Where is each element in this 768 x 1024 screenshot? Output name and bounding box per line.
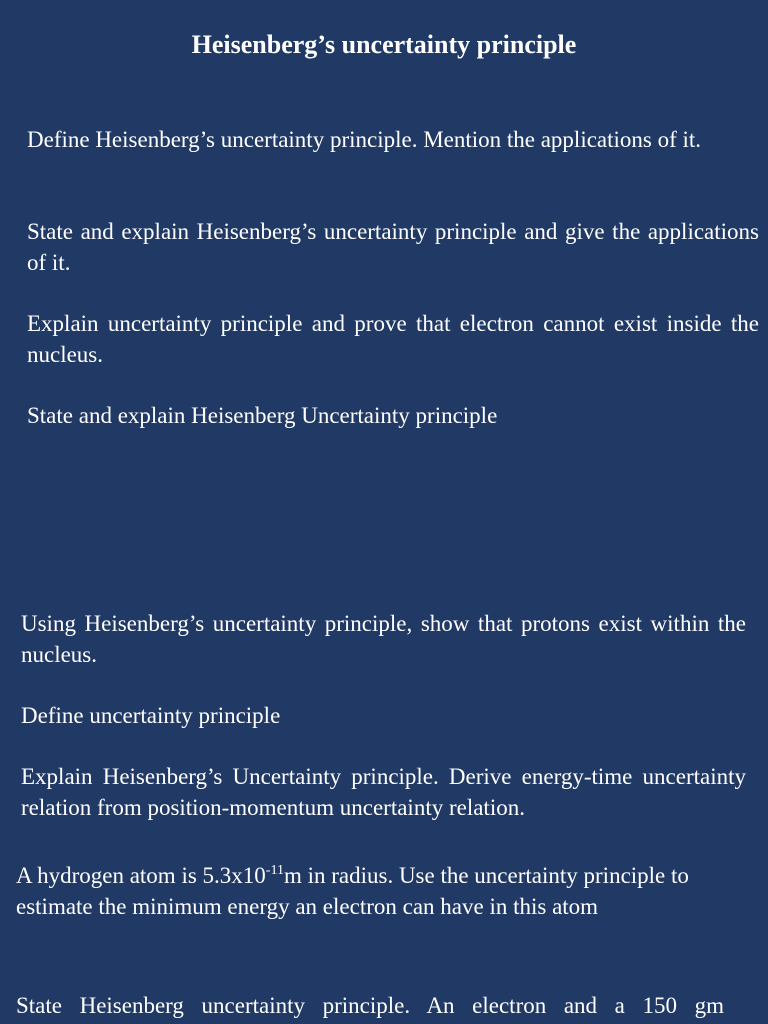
question-7: Explain Heisenberg’s Uncertainty principle. Derive energy-time uncertainty relation from position-momentum uncertainty relation. (21, 764, 746, 820)
question-1: Define Heisenberg’s uncertainty principle. Mention the applications of it. (27, 127, 702, 152)
page-title: Heisenberg’s uncertainty principle (191, 30, 577, 59)
hydrogen-question-text-end: m in radius. Use the uncertainty principle to estimate the minimum energy an electron can have in this atom (16, 863, 689, 919)
hydrogen-question-text-start: A hydrogen atom is 5.3x10 (16, 863, 266, 888)
question-2: State and explain Heisenberg’s uncertainty principle and give the applications of it. (27, 219, 759, 275)
question-3: Explain uncertainty principle and prove that electron cannot exist inside the nucleus. (27, 311, 759, 367)
question-hydrogen-atom (16, 860, 706, 922)
question-6: Define uncertainty principle (21, 703, 281, 728)
question-5: Using Heisenberg’s uncertainty principle, show that protons exist within the nucleus. (21, 611, 746, 667)
question-last: State Heisenberg uncertainty principle. An electron and a 150 gm (16, 993, 724, 1018)
question-4: State and explain Heisenberg Uncertainty principle (27, 403, 498, 428)
hydrogen-question-exponent: -11 (265, 863, 284, 878)
